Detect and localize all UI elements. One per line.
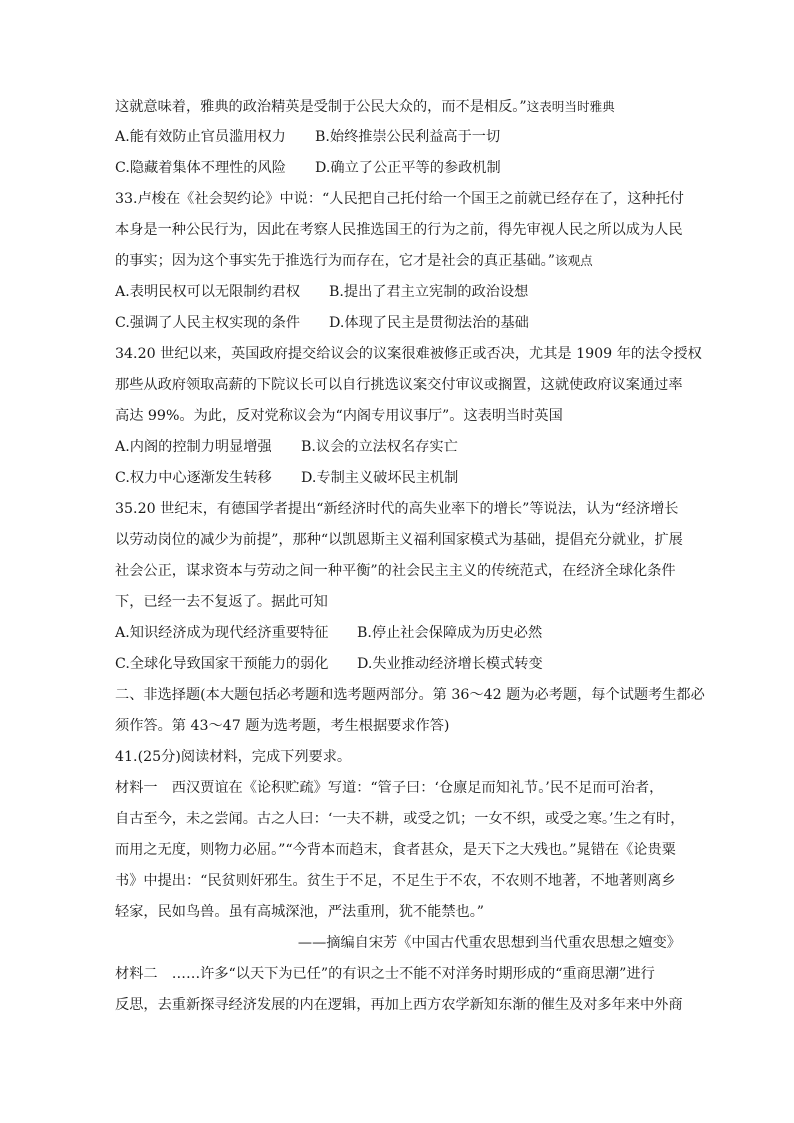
q33-stem-line2: 本身是一种公民行为，因此在考察人民推选国王的行为之前，得先审视人民之所以成为人民 xyxy=(115,222,683,238)
q41-title: 41.(25分)阅读材料，完成下列要求。 xyxy=(115,749,352,765)
q32-options-row1 xyxy=(115,127,501,147)
material2-line1: 材料二 ……许多“以天下为已任”的有识之士不能不对洋务时期形成的“重商思潮”进行 xyxy=(115,966,655,982)
q35-option-b[interactable]: B.停止社会保障成为历史必然 xyxy=(357,625,543,641)
q35-options-row2 xyxy=(115,654,543,674)
q35-stem-line1: 35.20 世纪末，有德国学者提出“新经济时代的高失业率下的增长”等说法，认为“经济增长 xyxy=(115,501,679,517)
q35-option-d[interactable]: D.失业推动经济增长模式转变 xyxy=(357,656,543,672)
q32-option-b[interactable]: B.始终推崇公民利益高于一切 xyxy=(315,129,501,145)
q33-option-a[interactable]: A.表明民权可以无限制约君权 xyxy=(115,284,301,300)
section-heading-line2: 须作答。第 43～47 题为选考题，考生根据要求作答) xyxy=(115,718,450,734)
q34-option-c[interactable]: C.权力中心逐渐发生转移 xyxy=(115,470,272,486)
q35-options-row1 xyxy=(115,623,543,643)
q33-option-b[interactable]: B.提出了君主立宪制的政治设想 xyxy=(329,284,529,300)
q34-options-row2 xyxy=(115,468,459,488)
q34-stem-line2: 那些从政府领取高薪的下院议长可以自行挑选议案交付审议或搁置，这就使政府议案通过率 xyxy=(115,377,683,393)
q34-option-a[interactable]: A.内阁的控制力明显增强 xyxy=(115,439,272,455)
intro-line: 这就意味着，雅典的政治精英是受制于公民大众的，而不是相反。”这表明当时雅典 xyxy=(115,99,615,115)
q33-stem-line1: 33.卢梭在《社会契约论》中说：“人民把自己托付给一个国王之前就已经存在了，这种托付 xyxy=(115,191,684,207)
q32-options-row2 xyxy=(115,158,501,178)
q32-option-c[interactable]: C.隐藏着集体不理性的风险 xyxy=(115,160,286,176)
q34-option-b[interactable]: B.议会的立法权名存实亡 xyxy=(301,439,458,455)
section-heading-line1: 二、非选择题(本大题包括必考题和选考题两部分。第 36～42 题为必考题，每个试题考生都必 xyxy=(115,687,705,703)
q34-stem-line3: 高达 99%。为此，反对党称议会为“内阁专用议事厅”。这表明当时英国 xyxy=(115,408,563,424)
q32-option-a[interactable]: A.能有效防止官员滥用权力 xyxy=(115,129,286,145)
q34-stem-line1: 34.20 世纪以来，英国政府提交给议会的议案很难被修正或否决，尤其是 1909 年的法令授权 xyxy=(115,346,702,362)
q33-option-d[interactable]: D.体现了民主是贯彻法治的基础 xyxy=(329,315,529,331)
material1-line4: 书》中提出：“民贫则奸邪生。贫生于不足，不足生于不农，不农则不地著，不地著则离乡 xyxy=(115,873,676,889)
material1-line2: 自古至今，未之尝闻。古之人曰：‘一夫不耕，或受之饥；一女不织，或受之寒。’生之有时， xyxy=(115,811,685,827)
material1-line3: 而用之无度，则物力必屈。”“今背本而趋末，食者甚众，是天下之大残也。”晁错在《论贵粟 xyxy=(115,842,676,858)
q35-stem-line2: 以劳动岗位的减少为前提”，那种“以凯恩斯主义福利国家模式为基础，提倡充分就业，扩展 xyxy=(115,532,683,548)
q35-option-a[interactable]: A.知识经济成为现代经济重要特征 xyxy=(115,625,329,641)
q33-stem-tail: 该观点 xyxy=(554,253,593,268)
q34-option-d[interactable]: D.专制主义破坏民主机制 xyxy=(301,470,459,486)
q32-option-d[interactable]: D.确立了公正平等的参政机制 xyxy=(315,160,501,176)
q33-options-row1 xyxy=(115,282,529,302)
material1-source: ——摘编自宋芳《中国古代重农思想到当代重农思想之嬗变》 xyxy=(297,935,681,951)
q35-option-c[interactable]: C.全球化导致国家干预能力的弱化 xyxy=(115,656,329,672)
q33-option-c[interactable]: C.强调了人民主权实现的条件 xyxy=(115,315,301,331)
q34-options-row1 xyxy=(115,437,458,457)
intro-tail: 这表明当时雅典 xyxy=(526,99,615,114)
material2-line2: 反思，去重新探寻经济发展的内在逻辑，再加上西方农学新知东渐的催生及对多年来中外商 xyxy=(115,997,683,1013)
material1-line1: 材料一 西汉贾谊在《论积贮疏》写道：“管子曰：‘仓廪足而知礼节。’民不足而可治者， xyxy=(115,780,664,796)
q33-stem-line3: 的事实；因为这个事实先于推选行为而存在，它才是社会的真正基础。”该观点 xyxy=(115,253,593,269)
q35-stem-line4: 下，已经一去不复返了。据此可知 xyxy=(115,594,328,610)
material1-line5: 轻家，民如鸟兽。虽有高城深池，严法重刑，犹不能禁也。” xyxy=(115,904,485,920)
q35-stem-line3: 社会公正，谋求资本与劳动之间一种平衡”的社会民主主义的传统范式，在经济全球化条件 xyxy=(115,563,676,579)
q33-options-row2 xyxy=(115,313,529,333)
